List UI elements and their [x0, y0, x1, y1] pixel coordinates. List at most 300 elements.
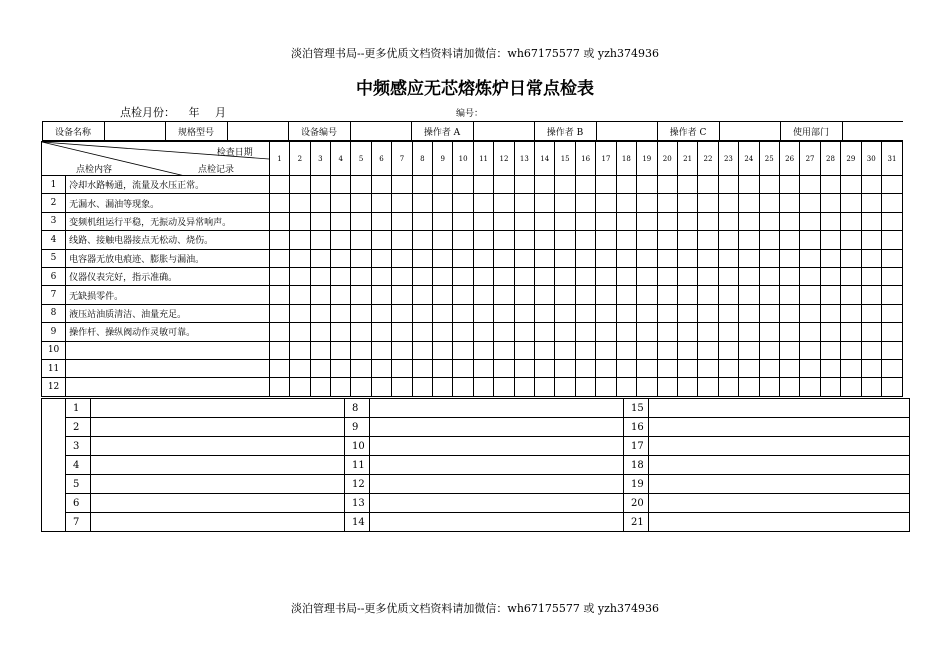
- check-cell[interactable]: [514, 286, 534, 304]
- check-cell[interactable]: [575, 359, 595, 377]
- check-cell[interactable]: [657, 286, 677, 304]
- check-cell[interactable]: [453, 212, 473, 230]
- check-cell[interactable]: [739, 378, 759, 396]
- check-cell[interactable]: [433, 304, 453, 322]
- check-cell[interactable]: [759, 212, 779, 230]
- check-cell[interactable]: [698, 267, 718, 285]
- check-cell[interactable]: [473, 286, 493, 304]
- check-cell[interactable]: [637, 286, 657, 304]
- check-cell[interactable]: [657, 304, 677, 322]
- note-field[interactable]: [649, 418, 910, 437]
- check-cell[interactable]: [759, 378, 779, 396]
- check-cell[interactable]: [881, 176, 902, 194]
- check-cell[interactable]: [779, 286, 799, 304]
- check-cell[interactable]: [841, 341, 861, 359]
- check-cell[interactable]: [718, 286, 738, 304]
- check-cell[interactable]: [310, 323, 330, 341]
- check-cell[interactable]: [841, 212, 861, 230]
- check-cell[interactable]: [412, 249, 432, 267]
- note-field[interactable]: [91, 513, 345, 532]
- note-field[interactable]: [370, 399, 624, 418]
- check-cell[interactable]: [310, 304, 330, 322]
- check-cell[interactable]: [861, 323, 881, 341]
- check-cell[interactable]: [310, 341, 330, 359]
- check-cell[interactable]: [371, 249, 391, 267]
- check-cell[interactable]: [392, 323, 412, 341]
- check-cell[interactable]: [412, 212, 432, 230]
- check-cell[interactable]: [392, 359, 412, 377]
- check-cell[interactable]: [473, 212, 493, 230]
- check-cell[interactable]: [453, 267, 473, 285]
- check-cell[interactable]: [800, 212, 820, 230]
- check-cell[interactable]: [433, 341, 453, 359]
- check-cell[interactable]: [800, 194, 820, 212]
- check-cell[interactable]: [535, 267, 555, 285]
- check-cell[interactable]: [677, 286, 697, 304]
- check-cell[interactable]: [392, 304, 412, 322]
- check-cell[interactable]: [433, 194, 453, 212]
- check-cell[interactable]: [331, 212, 351, 230]
- check-cell[interactable]: [310, 378, 330, 396]
- check-cell[interactable]: [290, 378, 310, 396]
- check-cell[interactable]: [800, 231, 820, 249]
- check-cell[interactable]: [637, 323, 657, 341]
- check-cell[interactable]: [881, 212, 902, 230]
- check-cell[interactable]: [820, 304, 840, 322]
- check-cell[interactable]: [820, 194, 840, 212]
- check-cell[interactable]: [290, 323, 310, 341]
- check-cell[interactable]: [269, 249, 289, 267]
- note-field[interactable]: [649, 513, 910, 532]
- check-cell[interactable]: [820, 341, 840, 359]
- check-cell[interactable]: [412, 194, 432, 212]
- check-cell[interactable]: [575, 286, 595, 304]
- check-cell[interactable]: [596, 341, 616, 359]
- check-cell[interactable]: [881, 341, 902, 359]
- check-cell[interactable]: [433, 267, 453, 285]
- check-cell[interactable]: [779, 323, 799, 341]
- check-cell[interactable]: [494, 249, 514, 267]
- check-cell[interactable]: [575, 176, 595, 194]
- check-cell[interactable]: [739, 231, 759, 249]
- check-cell[interactable]: [371, 194, 391, 212]
- check-cell[interactable]: [861, 249, 881, 267]
- check-cell[interactable]: [392, 378, 412, 396]
- check-cell[interactable]: [473, 304, 493, 322]
- check-cell[interactable]: [596, 249, 616, 267]
- check-cell[interactable]: [331, 341, 351, 359]
- check-cell[interactable]: [433, 359, 453, 377]
- check-cell[interactable]: [351, 359, 371, 377]
- check-cell[interactable]: [881, 323, 902, 341]
- check-cell[interactable]: [351, 341, 371, 359]
- check-cell[interactable]: [535, 194, 555, 212]
- check-cell[interactable]: [575, 267, 595, 285]
- check-cell[interactable]: [351, 304, 371, 322]
- check-cell[interactable]: [677, 378, 697, 396]
- check-cell[interactable]: [269, 378, 289, 396]
- check-cell[interactable]: [453, 249, 473, 267]
- check-cell[interactable]: [494, 341, 514, 359]
- check-cell[interactable]: [331, 359, 351, 377]
- check-cell[interactable]: [841, 267, 861, 285]
- check-cell[interactable]: [881, 304, 902, 322]
- check-cell[interactable]: [596, 267, 616, 285]
- check-cell[interactable]: [331, 286, 351, 304]
- check-cell[interactable]: [616, 194, 636, 212]
- note-field[interactable]: [649, 437, 910, 456]
- check-cell[interactable]: [657, 378, 677, 396]
- check-cell[interactable]: [841, 176, 861, 194]
- check-cell[interactable]: [637, 176, 657, 194]
- check-cell[interactable]: [453, 341, 473, 359]
- check-cell[interactable]: [555, 212, 575, 230]
- check-cell[interactable]: [453, 304, 473, 322]
- check-cell[interactable]: [677, 231, 697, 249]
- check-cell[interactable]: [473, 194, 493, 212]
- note-field[interactable]: [91, 399, 345, 418]
- check-cell[interactable]: [677, 249, 697, 267]
- check-cell[interactable]: [412, 304, 432, 322]
- check-cell[interactable]: [371, 341, 391, 359]
- check-cell[interactable]: [841, 249, 861, 267]
- check-cell[interactable]: [535, 286, 555, 304]
- check-cell[interactable]: [453, 323, 473, 341]
- check-cell[interactable]: [310, 249, 330, 267]
- check-cell[interactable]: [535, 231, 555, 249]
- check-cell[interactable]: [412, 323, 432, 341]
- check-cell[interactable]: [718, 323, 738, 341]
- check-cell[interactable]: [759, 176, 779, 194]
- check-cell[interactable]: [494, 323, 514, 341]
- check-cell[interactable]: [290, 176, 310, 194]
- check-cell[interactable]: [596, 359, 616, 377]
- check-cell[interactable]: [392, 286, 412, 304]
- check-cell[interactable]: [861, 286, 881, 304]
- check-cell[interactable]: [555, 341, 575, 359]
- check-cell[interactable]: [290, 231, 310, 249]
- check-cell[interactable]: [473, 341, 493, 359]
- check-cell[interactable]: [596, 323, 616, 341]
- check-cell[interactable]: [657, 194, 677, 212]
- check-cell[interactable]: [392, 212, 412, 230]
- check-cell[interactable]: [779, 341, 799, 359]
- note-field[interactable]: [649, 475, 910, 494]
- check-cell[interactable]: [453, 378, 473, 396]
- check-cell[interactable]: [779, 231, 799, 249]
- operator-c-field[interactable]: [719, 122, 780, 141]
- note-field[interactable]: [370, 475, 624, 494]
- check-cell[interactable]: [759, 341, 779, 359]
- check-cell[interactable]: [331, 304, 351, 322]
- check-cell[interactable]: [657, 341, 677, 359]
- check-cell[interactable]: [555, 231, 575, 249]
- operator-a-field[interactable]: [473, 122, 534, 141]
- check-cell[interactable]: [310, 194, 330, 212]
- check-cell[interactable]: [535, 323, 555, 341]
- check-cell[interactable]: [269, 304, 289, 322]
- check-cell[interactable]: [473, 323, 493, 341]
- check-cell[interactable]: [290, 194, 310, 212]
- check-cell[interactable]: [351, 378, 371, 396]
- check-cell[interactable]: [290, 286, 310, 304]
- check-cell[interactable]: [433, 323, 453, 341]
- check-cell[interactable]: [555, 378, 575, 396]
- check-cell[interactable]: [739, 341, 759, 359]
- check-cell[interactable]: [637, 341, 657, 359]
- check-cell[interactable]: [351, 323, 371, 341]
- check-cell[interactable]: [841, 194, 861, 212]
- check-cell[interactable]: [616, 231, 636, 249]
- check-cell[interactable]: [739, 304, 759, 322]
- check-cell[interactable]: [698, 176, 718, 194]
- check-cell[interactable]: [412, 176, 432, 194]
- check-cell[interactable]: [800, 249, 820, 267]
- check-cell[interactable]: [739, 323, 759, 341]
- check-cell[interactable]: [881, 359, 902, 377]
- check-cell[interactable]: [290, 212, 310, 230]
- check-cell[interactable]: [637, 304, 657, 322]
- check-cell[interactable]: [535, 359, 555, 377]
- check-cell[interactable]: [535, 249, 555, 267]
- check-cell[interactable]: [575, 231, 595, 249]
- note-field[interactable]: [91, 437, 345, 456]
- check-cell[interactable]: [412, 286, 432, 304]
- check-cell[interactable]: [698, 231, 718, 249]
- check-cell[interactable]: [677, 176, 697, 194]
- check-cell[interactable]: [820, 323, 840, 341]
- check-cell[interactable]: [861, 194, 881, 212]
- check-cell[interactable]: [453, 231, 473, 249]
- check-cell[interactable]: [841, 286, 861, 304]
- check-cell[interactable]: [575, 323, 595, 341]
- check-cell[interactable]: [412, 378, 432, 396]
- check-cell[interactable]: [637, 249, 657, 267]
- check-cell[interactable]: [616, 176, 636, 194]
- note-field[interactable]: [370, 437, 624, 456]
- check-cell[interactable]: [657, 176, 677, 194]
- check-cell[interactable]: [392, 176, 412, 194]
- check-cell[interactable]: [575, 378, 595, 396]
- check-cell[interactable]: [698, 378, 718, 396]
- check-cell[interactable]: [861, 378, 881, 396]
- check-cell[interactable]: [841, 323, 861, 341]
- check-cell[interactable]: [596, 176, 616, 194]
- check-cell[interactable]: [698, 341, 718, 359]
- check-cell[interactable]: [800, 341, 820, 359]
- check-cell[interactable]: [718, 176, 738, 194]
- check-cell[interactable]: [310, 212, 330, 230]
- check-cell[interactable]: [718, 231, 738, 249]
- check-cell[interactable]: [841, 359, 861, 377]
- check-cell[interactable]: [494, 286, 514, 304]
- check-cell[interactable]: [698, 212, 718, 230]
- check-cell[interactable]: [433, 249, 453, 267]
- check-cell[interactable]: [269, 341, 289, 359]
- check-cell[interactable]: [392, 267, 412, 285]
- check-cell[interactable]: [677, 267, 697, 285]
- check-cell[interactable]: [861, 341, 881, 359]
- check-cell[interactable]: [351, 212, 371, 230]
- check-cell[interactable]: [677, 323, 697, 341]
- check-cell[interactable]: [351, 231, 371, 249]
- check-cell[interactable]: [514, 304, 534, 322]
- note-field[interactable]: [91, 475, 345, 494]
- check-cell[interactable]: [616, 359, 636, 377]
- check-cell[interactable]: [698, 304, 718, 322]
- check-cell[interactable]: [392, 194, 412, 212]
- check-cell[interactable]: [861, 212, 881, 230]
- check-cell[interactable]: [861, 176, 881, 194]
- check-cell[interactable]: [739, 212, 759, 230]
- check-cell[interactable]: [718, 359, 738, 377]
- check-cell[interactable]: [881, 286, 902, 304]
- check-cell[interactable]: [310, 231, 330, 249]
- check-cell[interactable]: [637, 359, 657, 377]
- check-cell[interactable]: [657, 249, 677, 267]
- check-cell[interactable]: [616, 378, 636, 396]
- check-cell[interactable]: [657, 231, 677, 249]
- check-cell[interactable]: [637, 378, 657, 396]
- check-cell[interactable]: [555, 323, 575, 341]
- check-cell[interactable]: [779, 176, 799, 194]
- check-cell[interactable]: [596, 286, 616, 304]
- check-cell[interactable]: [616, 267, 636, 285]
- check-cell[interactable]: [433, 378, 453, 396]
- check-cell[interactable]: [494, 267, 514, 285]
- check-cell[interactable]: [657, 359, 677, 377]
- check-cell[interactable]: [759, 323, 779, 341]
- check-cell[interactable]: [657, 212, 677, 230]
- check-cell[interactable]: [331, 194, 351, 212]
- check-cell[interactable]: [881, 267, 902, 285]
- check-cell[interactable]: [514, 176, 534, 194]
- check-cell[interactable]: [351, 286, 371, 304]
- check-cell[interactable]: [555, 359, 575, 377]
- check-cell[interactable]: [310, 176, 330, 194]
- check-cell[interactable]: [331, 323, 351, 341]
- check-cell[interactable]: [820, 176, 840, 194]
- check-cell[interactable]: [881, 231, 902, 249]
- check-cell[interactable]: [433, 176, 453, 194]
- check-cell[interactable]: [371, 359, 391, 377]
- check-cell[interactable]: [616, 341, 636, 359]
- check-cell[interactable]: [637, 212, 657, 230]
- check-cell[interactable]: [269, 231, 289, 249]
- note-field[interactable]: [370, 494, 624, 513]
- check-cell[interactable]: [800, 304, 820, 322]
- check-cell[interactable]: [677, 212, 697, 230]
- check-cell[interactable]: [881, 249, 902, 267]
- check-cell[interactable]: [820, 212, 840, 230]
- note-field[interactable]: [91, 494, 345, 513]
- check-cell[interactable]: [820, 286, 840, 304]
- check-cell[interactable]: [739, 249, 759, 267]
- check-cell[interactable]: [290, 304, 310, 322]
- check-cell[interactable]: [739, 176, 759, 194]
- check-cell[interactable]: [575, 194, 595, 212]
- check-cell[interactable]: [596, 231, 616, 249]
- check-cell[interactable]: [269, 359, 289, 377]
- check-cell[interactable]: [637, 267, 657, 285]
- check-cell[interactable]: [677, 341, 697, 359]
- check-cell[interactable]: [616, 286, 636, 304]
- check-cell[interactable]: [453, 194, 473, 212]
- check-cell[interactable]: [269, 267, 289, 285]
- check-cell[interactable]: [310, 359, 330, 377]
- check-cell[interactable]: [535, 304, 555, 322]
- check-cell[interactable]: [392, 231, 412, 249]
- check-cell[interactable]: [759, 359, 779, 377]
- check-cell[interactable]: [718, 378, 738, 396]
- check-cell[interactable]: [535, 212, 555, 230]
- check-cell[interactable]: [514, 267, 534, 285]
- check-cell[interactable]: [473, 176, 493, 194]
- check-cell[interactable]: [575, 341, 595, 359]
- check-cell[interactable]: [861, 267, 881, 285]
- check-cell[interactable]: [718, 249, 738, 267]
- check-cell[interactable]: [800, 286, 820, 304]
- check-cell[interactable]: [412, 359, 432, 377]
- check-cell[interactable]: [535, 341, 555, 359]
- check-cell[interactable]: [759, 194, 779, 212]
- check-cell[interactable]: [433, 231, 453, 249]
- check-cell[interactable]: [494, 212, 514, 230]
- check-cell[interactable]: [269, 212, 289, 230]
- check-cell[interactable]: [861, 304, 881, 322]
- check-cell[interactable]: [677, 304, 697, 322]
- check-cell[interactable]: [555, 267, 575, 285]
- check-cell[interactable]: [800, 378, 820, 396]
- note-field[interactable]: [370, 456, 624, 475]
- check-cell[interactable]: [779, 267, 799, 285]
- check-cell[interactable]: [331, 176, 351, 194]
- check-cell[interactable]: [331, 378, 351, 396]
- department-field[interactable]: [842, 122, 903, 141]
- check-cell[interactable]: [514, 341, 534, 359]
- check-cell[interactable]: [269, 323, 289, 341]
- check-cell[interactable]: [331, 231, 351, 249]
- check-cell[interactable]: [269, 176, 289, 194]
- check-cell[interactable]: [616, 323, 636, 341]
- check-cell[interactable]: [473, 267, 493, 285]
- device-no-field[interactable]: [350, 122, 411, 141]
- check-cell[interactable]: [371, 176, 391, 194]
- check-cell[interactable]: [371, 323, 391, 341]
- note-field[interactable]: [91, 418, 345, 437]
- check-cell[interactable]: [759, 304, 779, 322]
- check-cell[interactable]: [881, 194, 902, 212]
- check-cell[interactable]: [861, 359, 881, 377]
- check-cell[interactable]: [514, 194, 534, 212]
- check-cell[interactable]: [371, 267, 391, 285]
- check-cell[interactable]: [718, 212, 738, 230]
- check-cell[interactable]: [494, 359, 514, 377]
- check-cell[interactable]: [718, 304, 738, 322]
- check-cell[interactable]: [514, 378, 534, 396]
- check-cell[interactable]: [739, 267, 759, 285]
- check-cell[interactable]: [841, 304, 861, 322]
- check-cell[interactable]: [698, 194, 718, 212]
- check-cell[interactable]: [616, 304, 636, 322]
- note-field[interactable]: [649, 456, 910, 475]
- check-cell[interactable]: [392, 249, 412, 267]
- check-cell[interactable]: [861, 231, 881, 249]
- check-cell[interactable]: [371, 286, 391, 304]
- device-name-field[interactable]: [104, 122, 165, 141]
- check-cell[interactable]: [759, 286, 779, 304]
- check-cell[interactable]: [555, 176, 575, 194]
